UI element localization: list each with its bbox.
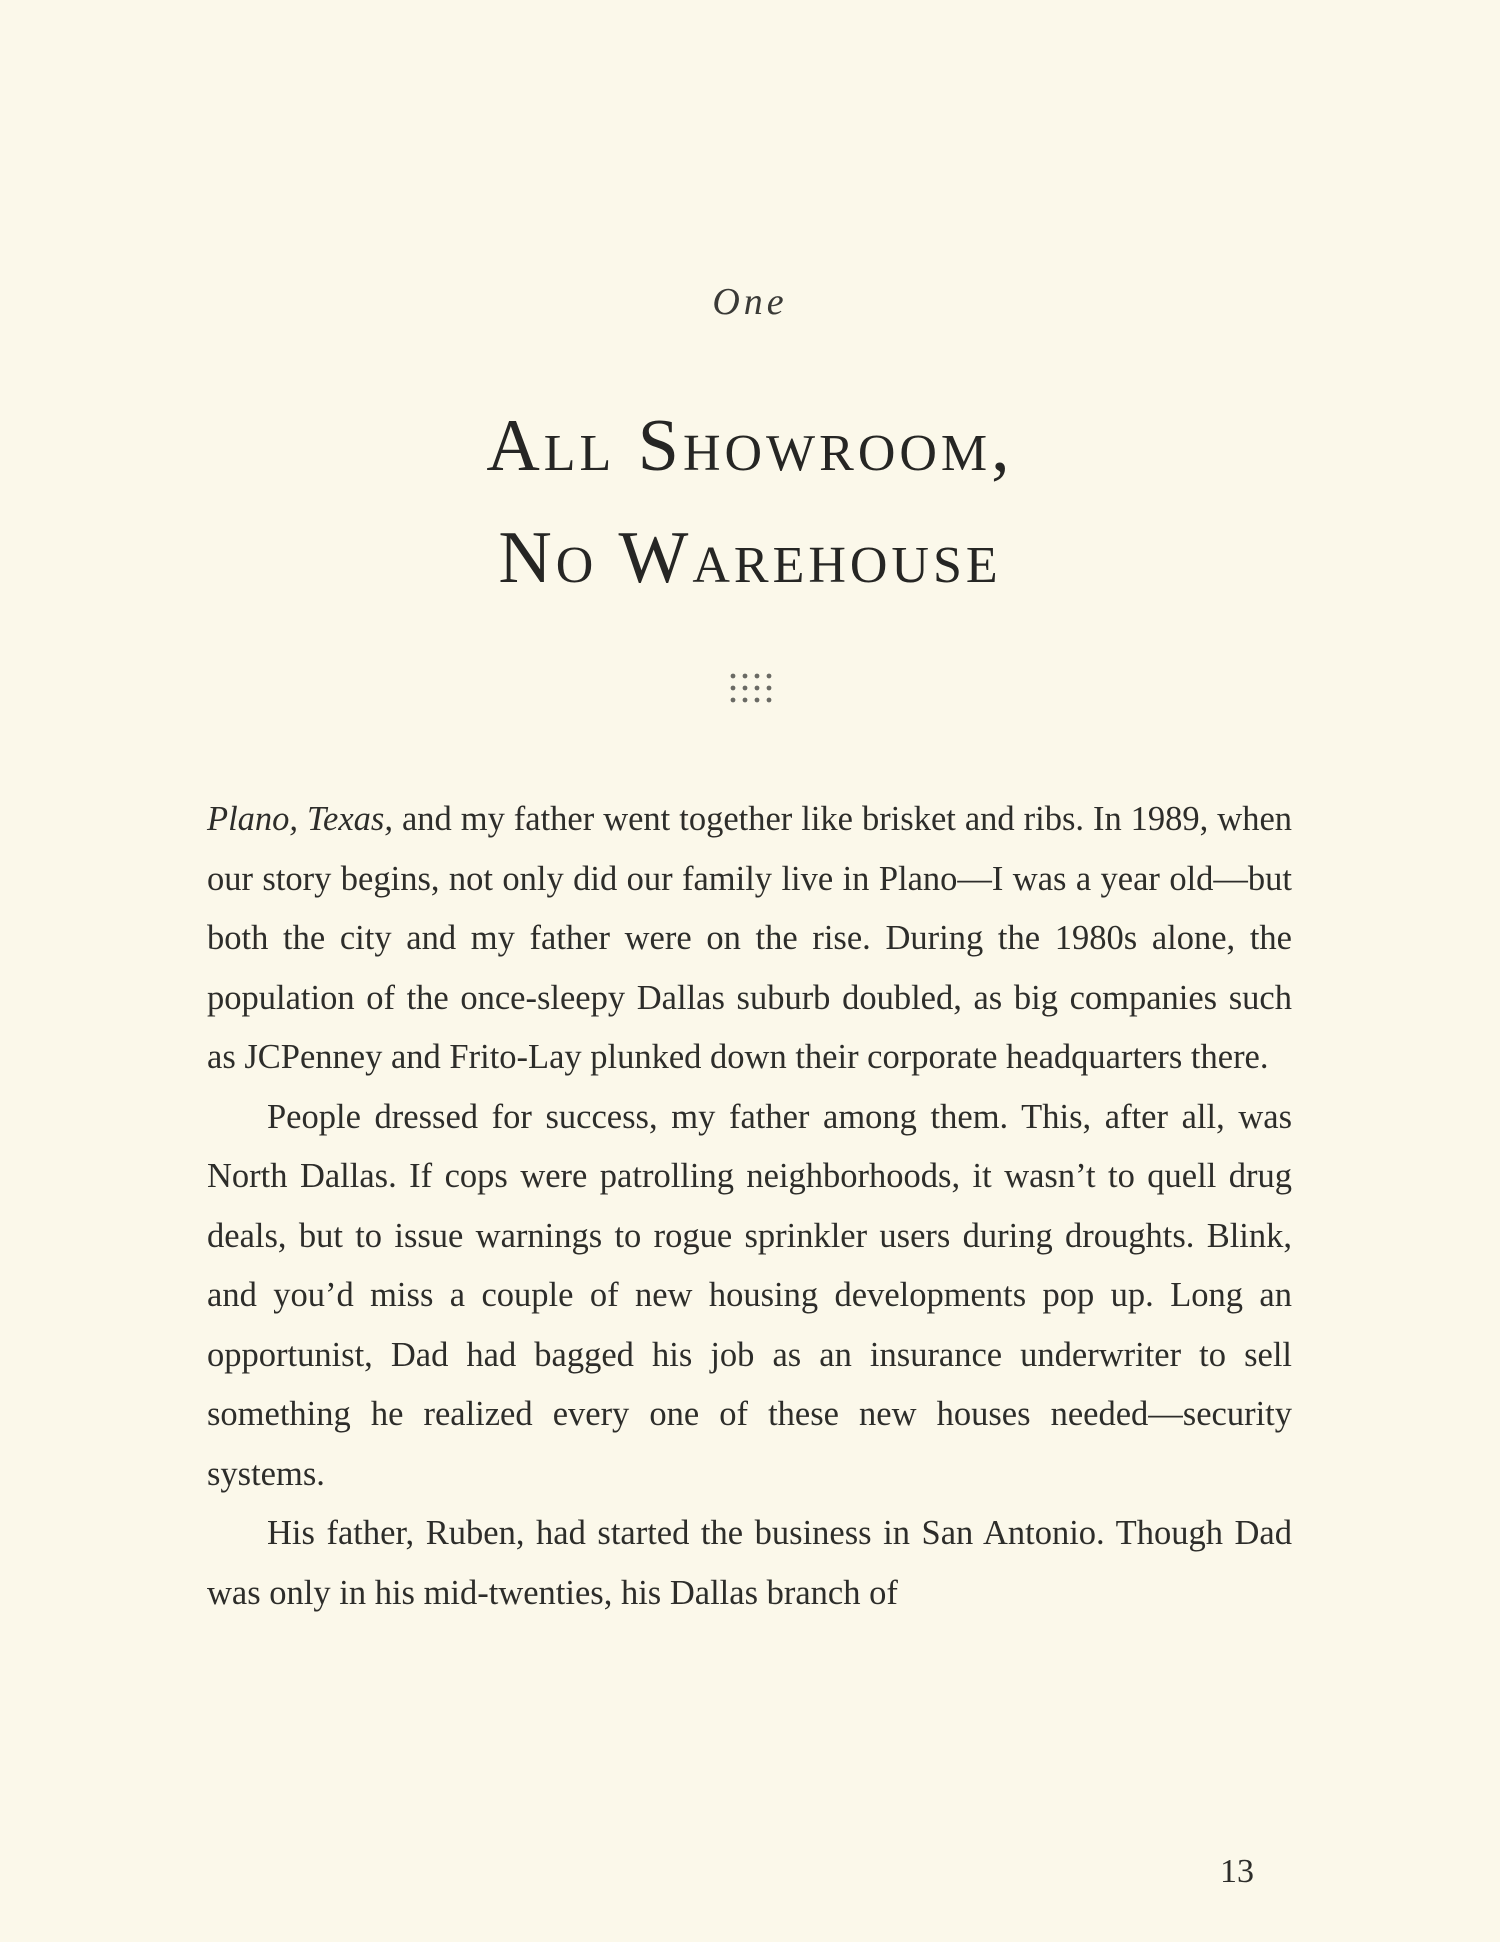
paragraph-3: His father, Ruben, had started the business in San Antonio. Though Dad was only in his mid-twenties, his Dallas branch of — [207, 1514, 1292, 1612]
chapter-title — [0, 390, 1500, 614]
paragraph-text: and my father went together like brisket and ribs. In 1989, when our story begins, not only did our family live in Plano—I was a year old—but both the city and my father were on the rise. During the 1980s alone, the population of the once-sleepy Dallas suburb doubled, as big companies such as JCPenney and Frito-Lay plunked down their corporate headquarters there. — [207, 800, 1293, 1076]
paragraph-lead-italic: Plano, Texas, — [207, 800, 393, 838]
chapter-title-line-2: No Warehouse — [498, 517, 1002, 599]
chapter-body — [207, 790, 1292, 1623]
dot-ornament-icon — [727, 670, 775, 706]
paragraph-1 — [207, 790, 1292, 1088]
chapter-title-line-1: All Showroom, — [486, 405, 1014, 487]
paragraph-2: People dressed for success, my father among them. This, after all, was North Dallas. If cops were patrolling neighborhoods, it wasn’t to quell drug deals, but to issue warnings to rogue sprinkler users during droughts. Blink, and you’d miss a couple of new housing developments pop up. Long an opportunist, Dad had bagged his job as an insurance underwriter to sell something he realized every one of these new houses needed—security systems. — [207, 1097, 1292, 1493]
chapter-number: One — [712, 281, 788, 323]
page-number: 13 — [1220, 1853, 1254, 1890]
